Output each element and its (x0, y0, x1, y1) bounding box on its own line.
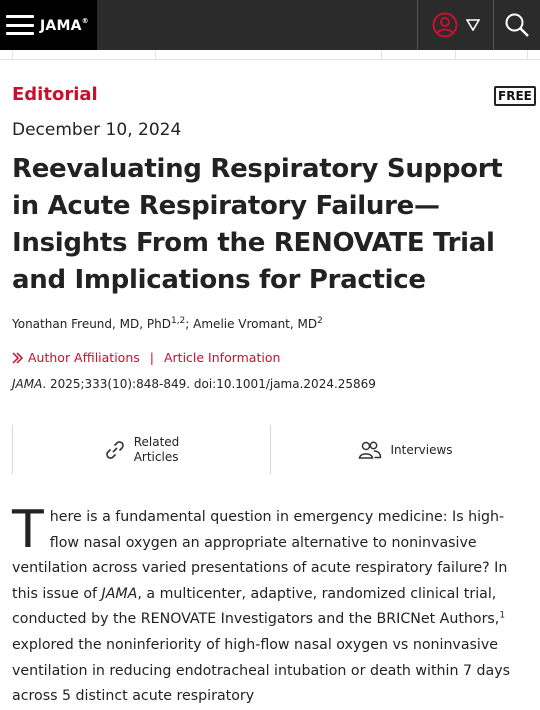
interviews-label: Interviews (390, 442, 453, 457)
related-articles-button[interactable] (12, 425, 270, 474)
journal-name-inline: JAMA (101, 585, 138, 602)
author-name[interactable]: Amelie Vromant, MD (193, 317, 318, 331)
account-menu-button[interactable] (417, 0, 494, 50)
link-separator: | (149, 350, 154, 365)
body-text-segment: here is a fundamental question in emergency medicine: Is high-flow nasal oxygen an appropriate alternative to noninvasive ventilation across varied presentations of acute respiratory failure? In this issue of (12, 509, 508, 602)
citation (12, 377, 376, 391)
body-text-segment: , a multicenter, adaptive, randomized clinical trial, conducted by the RENOVATE Investigators and the BRICNet Authors, (12, 585, 500, 628)
triangle-down-icon (466, 19, 480, 31)
body-text-segment: explored the noninferiority of high-flow nasal oxygen vs noninvasive ventilation in reducing endotracheal intubation or death within 7 days across 5 distinct acute respiratory (12, 636, 511, 705)
jama-logo[interactable]: JAMA® (40, 16, 89, 34)
citation-details: . 2025;333(10):848-849. doi:10.1001/jama.2024.25869 (42, 377, 376, 391)
journal-name: JAMA (12, 377, 43, 391)
reference-link[interactable]: 1 (499, 610, 506, 621)
article-title: Reevaluating Respiratory Support in Acute Respiratory Failure—Insights From the RENOVATE Trial and Implications for Practice (12, 154, 503, 295)
free-access-badge: FREE (494, 86, 536, 106)
author-affiliation-ref[interactable]: 2 (317, 316, 323, 326)
author-affiliation-ref[interactable]: 1,2 (170, 316, 186, 326)
brand-area[interactable] (0, 0, 97, 50)
double-chevron-right-icon (12, 352, 24, 364)
search-icon (504, 12, 530, 38)
interviews-button[interactable] (270, 425, 540, 474)
user-icon (432, 12, 458, 38)
search-button[interactable] (494, 0, 540, 50)
author-affiliations-link[interactable]: Author Affiliations (28, 350, 140, 365)
article-info-links (12, 350, 280, 365)
author-separator: ; (185, 317, 194, 331)
section-label[interactable]: Editorial (12, 84, 98, 105)
article-tools (12, 425, 540, 474)
link-icon (104, 439, 126, 461)
people-icon (358, 440, 382, 460)
secondary-nav-strip (0, 50, 540, 60)
author-list (12, 316, 323, 331)
author-name[interactable]: Yonathan Freund, MD, PhD (12, 317, 171, 331)
top-navigation-bar (0, 0, 540, 50)
related-articles-label: Related Articles (133, 434, 180, 464)
article-body (12, 500, 526, 710)
article-information-link[interactable]: Article Information (163, 350, 281, 365)
drop-cap: T (12, 500, 44, 560)
publication-date: December 10, 2024 (12, 120, 182, 140)
hamburger-icon[interactable] (6, 15, 34, 35)
